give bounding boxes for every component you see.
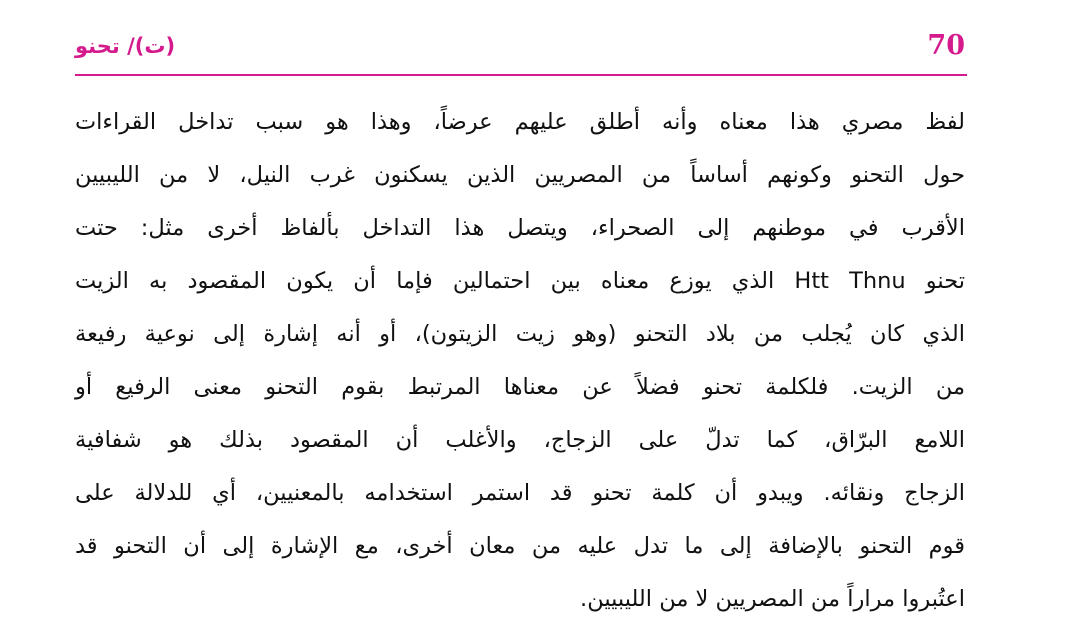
text-line: لفظ مصري هذا معناه وأنه أطلق عليهم عرضاً، وهذا هو سبب تداخل القراءات	[75, 109, 965, 135]
page-number: 70	[927, 30, 965, 61]
page-header	[75, 24, 965, 76]
text-line: قوم التحنو بالإضافة إلى ما تدل عليه من معان أخرى، مع الإشارة إلى أن التحنو قد	[75, 533, 965, 559]
text-line: الذي كان يُجلب من بلاد التحنو (وهو زيت الزيتون)، أو أنه إشارة إلى نوعية رفيعة	[75, 321, 965, 347]
text-line: حول التحنو وكونهم أساساً من المصريين الذين يسكنون غرب النيل، لا من الليبيين	[75, 162, 965, 188]
text-line: الأقرب في موطنهم إلى الصحراء، ويتصل هذا التداخل بألفاظ أخرى مثل: حتت	[75, 215, 965, 241]
text-line: تحنو Htt Thnu الذي يوزع معناه بين احتمالين فإما أن يكون المقصود به الزيت	[75, 268, 965, 294]
text-line: اللامع البرّاق، كما تدلّ على الزجاج، والأغلب أن المقصود بذلك هو شفافية	[75, 427, 965, 453]
body-paragraph	[75, 96, 965, 626]
text-line: من الزيت. فلكلمة تحنو فضلاً عن معناها المرتبط بقوم التحنو معنى الرفيع أو	[75, 374, 965, 400]
text-line: اعتُبروا مراراً من المصريين لا من الليبيين.	[580, 586, 965, 612]
running-head: (ت)/ تحنو	[75, 34, 176, 58]
header-rule	[75, 74, 967, 76]
text-line: الزجاج ونقائه. ويبدو أن كلمة تحنو قد استمر استخدامه بالمعنيين، أي للدلالة على	[75, 480, 965, 506]
